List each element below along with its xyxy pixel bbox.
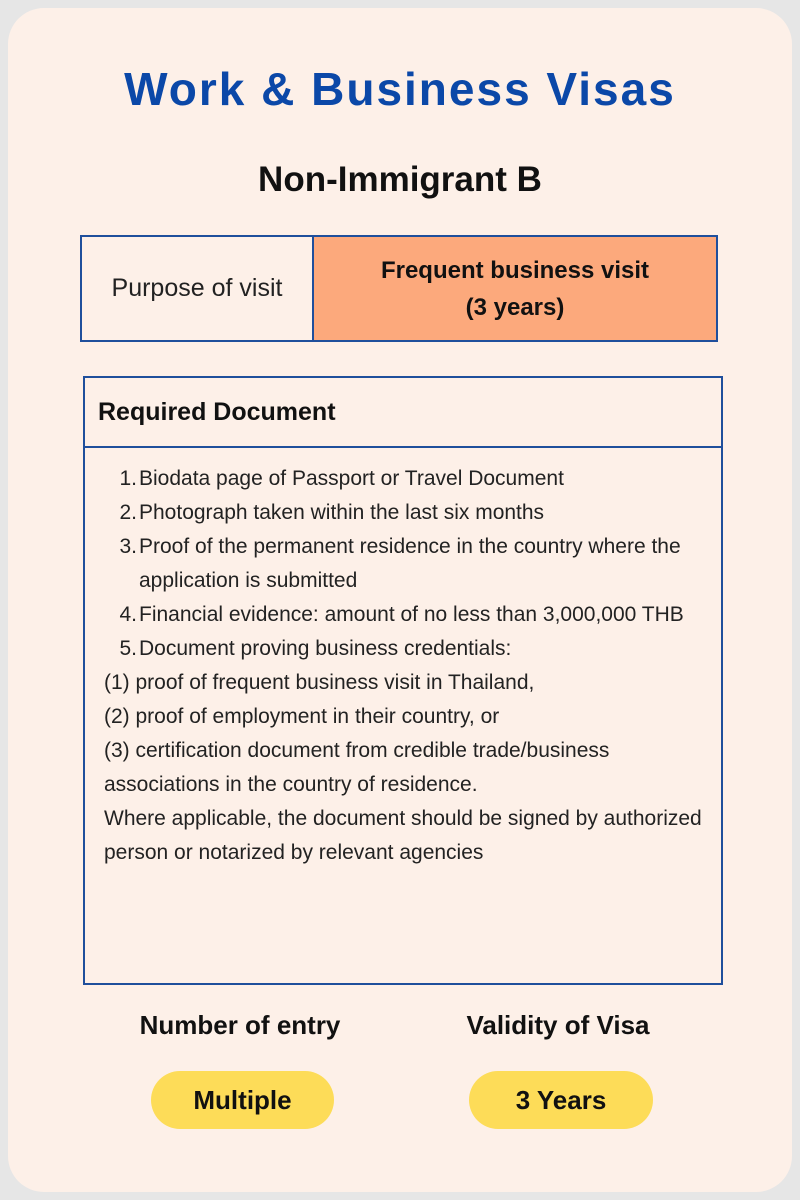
required-documents-list	[85, 448, 721, 666]
purpose-value-line2: (3 years)	[465, 293, 565, 321]
list-item	[113, 462, 701, 496]
sub-item: (2) proof of employment in their country, or	[104, 705, 500, 728]
purpose-value-line1: Frequent business visit	[380, 256, 650, 284]
list-item-text: Financial evidence: amount of no less than 3,000,000 THB	[139, 603, 684, 626]
purpose-table	[80, 235, 718, 342]
validity-of-visa-badge: 3 Years	[469, 1071, 653, 1129]
list-item	[113, 632, 701, 666]
list-item-number: 2.	[119, 501, 137, 524]
page-title: Work & Business Visas	[124, 63, 676, 115]
list-item-text: Photograph taken within the last six months	[139, 501, 545, 524]
visa-type-heading: Non-Immigrant B	[258, 160, 542, 199]
sub-item: (3) certification document from credible trade/business associations in the country of residence.	[104, 739, 610, 796]
list-item	[113, 598, 701, 632]
number-of-entry-badge: Multiple	[151, 1071, 334, 1129]
list-item-number: 3.	[119, 535, 137, 558]
list-item-text: Biodata page of Passport or Travel Document	[139, 467, 564, 490]
list-item-text: Document proving business credentials:	[139, 637, 512, 660]
list-item-text: Proof of the permanent residence in the country where the application is submitted	[139, 535, 681, 592]
number-of-entry-label: Number of entry	[139, 1010, 341, 1040]
business-credentials-details	[85, 666, 721, 870]
list-item-number: 5.	[119, 637, 137, 660]
sub-item-note: Where applicable, the document should be signed by authorized person or notarized by relevant agencies	[104, 807, 702, 864]
list-item	[113, 496, 701, 530]
purpose-label: Purpose of visit	[82, 237, 314, 340]
validity-of-visa-label: Validity of Visa	[466, 1010, 650, 1040]
list-item-number: 1.	[119, 467, 137, 490]
required-documents-box	[83, 376, 723, 985]
list-item	[113, 530, 701, 598]
required-documents-heading: Required Document	[85, 378, 721, 448]
sub-item: (1) proof of frequent business visit in Thailand,	[104, 671, 535, 694]
list-item-number: 4.	[119, 603, 137, 626]
purpose-value	[314, 237, 716, 340]
